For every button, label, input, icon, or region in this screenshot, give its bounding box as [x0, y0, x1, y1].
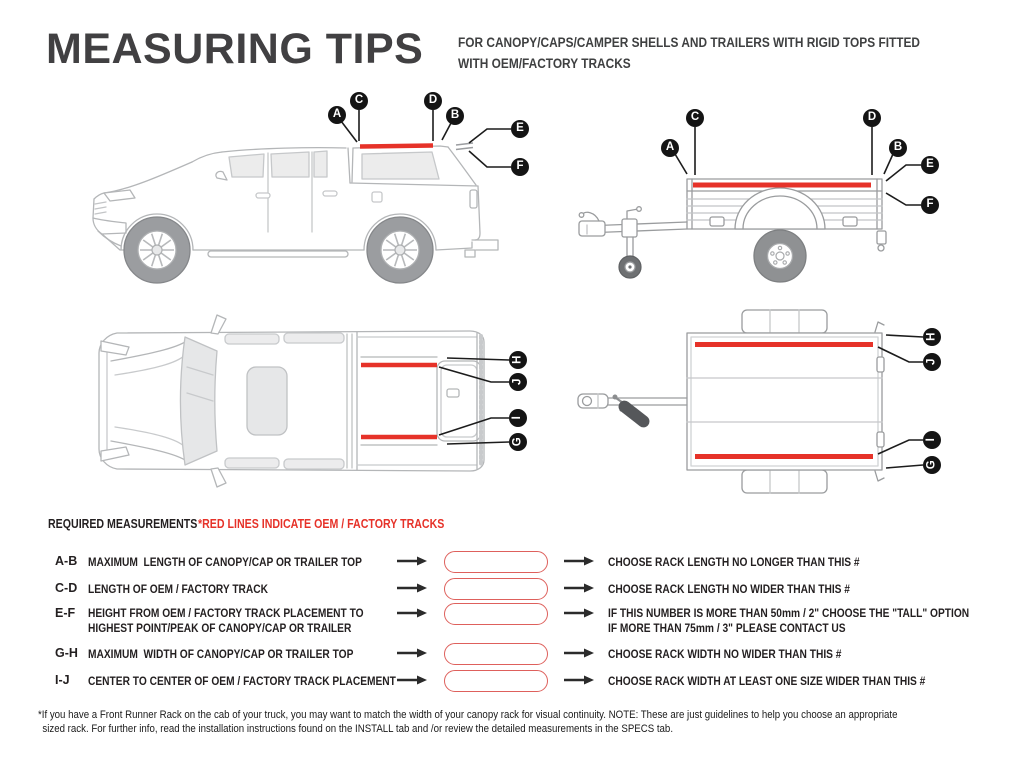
flow-arrow-icon	[564, 608, 594, 618]
measurement-code: A-B	[55, 554, 78, 568]
measurement-result: CHOOSE RACK WIDTH NO WIDER THAN THIS #	[608, 647, 842, 661]
label-badge-g: G	[923, 456, 941, 474]
label-badge-f: F	[921, 196, 939, 214]
subtitle-line-2: WITH OEM/FACTORY TRACKS	[458, 56, 631, 71]
page-title: MEASURING TIPS	[46, 25, 424, 73]
trailer-top-view-drawing	[570, 298, 980, 513]
footnote-line-2: sized rack. For further info, read the installation instructions found on the INSTALL tab and /or review the detailed measurements in the SPECS tab.	[42, 723, 674, 735]
label-badge-j: J	[509, 373, 527, 391]
measurement-code: G-H	[55, 646, 78, 660]
factory-track-red-line	[360, 146, 433, 147]
label-badge-i: I	[509, 409, 527, 427]
label-badge-f: F	[511, 158, 529, 176]
measurement-result: IF THIS NUMBER IS MORE THAN 50mm / 2" CHOOSE THE "TALL" OPTION IF MORE THAN 75mm / 3" PLEASE CONTACT US	[608, 606, 970, 635]
measurement-result: CHOOSE RACK LENGTH NO WIDER THAN THIS #	[608, 582, 850, 596]
label-badge-i: I	[923, 431, 941, 449]
red-lines-note: *RED LINES INDICATE OEM / FACTORY TRACKS	[198, 517, 445, 531]
flow-arrow-icon	[564, 675, 594, 685]
measurement-code: I-J	[55, 673, 70, 687]
trailer-top-view-diagram	[570, 298, 980, 513]
required-measurements-heading: REQUIRED MEASUREMENTS	[48, 517, 198, 531]
measurement-description: MAXIMUM LENGTH OF CANOPY/CAP OR TRAILER TOP	[88, 555, 362, 569]
label-badge-j: J	[923, 353, 941, 371]
flow-arrow-icon	[397, 583, 427, 593]
footnote-line-1: *If you have a Front Runner Rack on the cab of your truck, you may want to match the width of your canopy rack for visual continuity. NOTE: These are just guidelines to help you choose an appropriate	[38, 709, 898, 721]
trailer-side-view-diagram	[565, 95, 980, 295]
truck-side-view-drawing	[80, 90, 540, 295]
flow-arrow-icon	[397, 556, 427, 566]
label-badge-b: B	[889, 139, 907, 157]
measurement-description: MAXIMUM WIDTH OF CANOPY/CAP OR TRAILER TOP	[88, 647, 354, 661]
measurement-input-field[interactable]	[444, 643, 548, 665]
measurement-code: E-F	[55, 606, 76, 620]
label-badge-g: G	[509, 433, 527, 451]
measurement-description: CENTER TO CENTER OF OEM / FACTORY TRACK PLACEMENT	[88, 674, 396, 688]
measurement-input-field[interactable]	[444, 551, 548, 573]
footnote	[38, 708, 897, 736]
measurement-description: HEIGHT FROM OEM / FACTORY TRACK PLACEMENT TO HIGHEST POINT/PEAK OF CANOPY/CAP OR TRAILER	[88, 606, 364, 635]
page-subtitle	[458, 32, 983, 74]
measurement-input-field[interactable]	[444, 603, 548, 625]
label-badge-d: D	[863, 109, 881, 127]
label-badge-e: E	[921, 156, 939, 174]
label-badge-b: B	[446, 107, 464, 125]
measurement-input-field[interactable]	[444, 670, 548, 692]
truck-top-view-drawing	[85, 303, 550, 508]
subtitle-line-1: FOR CANOPY/CAPS/CAMPER SHELLS AND TRAILERS WITH RIGID TOPS FITTED	[458, 35, 921, 50]
truck-top-view-diagram	[85, 303, 550, 508]
flow-arrow-icon	[564, 556, 594, 566]
flow-arrow-icon	[397, 608, 427, 618]
measurement-result: CHOOSE RACK LENGTH NO LONGER THAN THIS #	[608, 555, 860, 569]
trailer-side-view-drawing	[565, 95, 980, 295]
flow-arrow-icon	[564, 648, 594, 658]
flow-arrow-icon	[397, 648, 427, 658]
label-badge-h: H	[923, 328, 941, 346]
measurement-description: LENGTH OF OEM / FACTORY TRACK	[88, 582, 269, 596]
label-badge-d: D	[424, 92, 442, 110]
label-badge-c: C	[686, 109, 704, 127]
label-badge-a: A	[661, 139, 679, 157]
label-badge-e: E	[511, 120, 529, 138]
label-connector-lines	[878, 335, 923, 468]
measurement-input-field[interactable]	[444, 578, 548, 600]
label-badge-c: C	[350, 92, 368, 110]
measurement-result: CHOOSE RACK WIDTH AT LEAST ONE SIZE WIDER THAN THIS #	[608, 674, 926, 688]
measurement-code: C-D	[55, 581, 78, 595]
flow-arrow-icon	[564, 583, 594, 593]
flow-arrow-icon	[397, 675, 427, 685]
label-badge-a: A	[328, 106, 346, 124]
truck-side-view-diagram	[80, 90, 540, 295]
label-badge-h: H	[509, 351, 527, 369]
